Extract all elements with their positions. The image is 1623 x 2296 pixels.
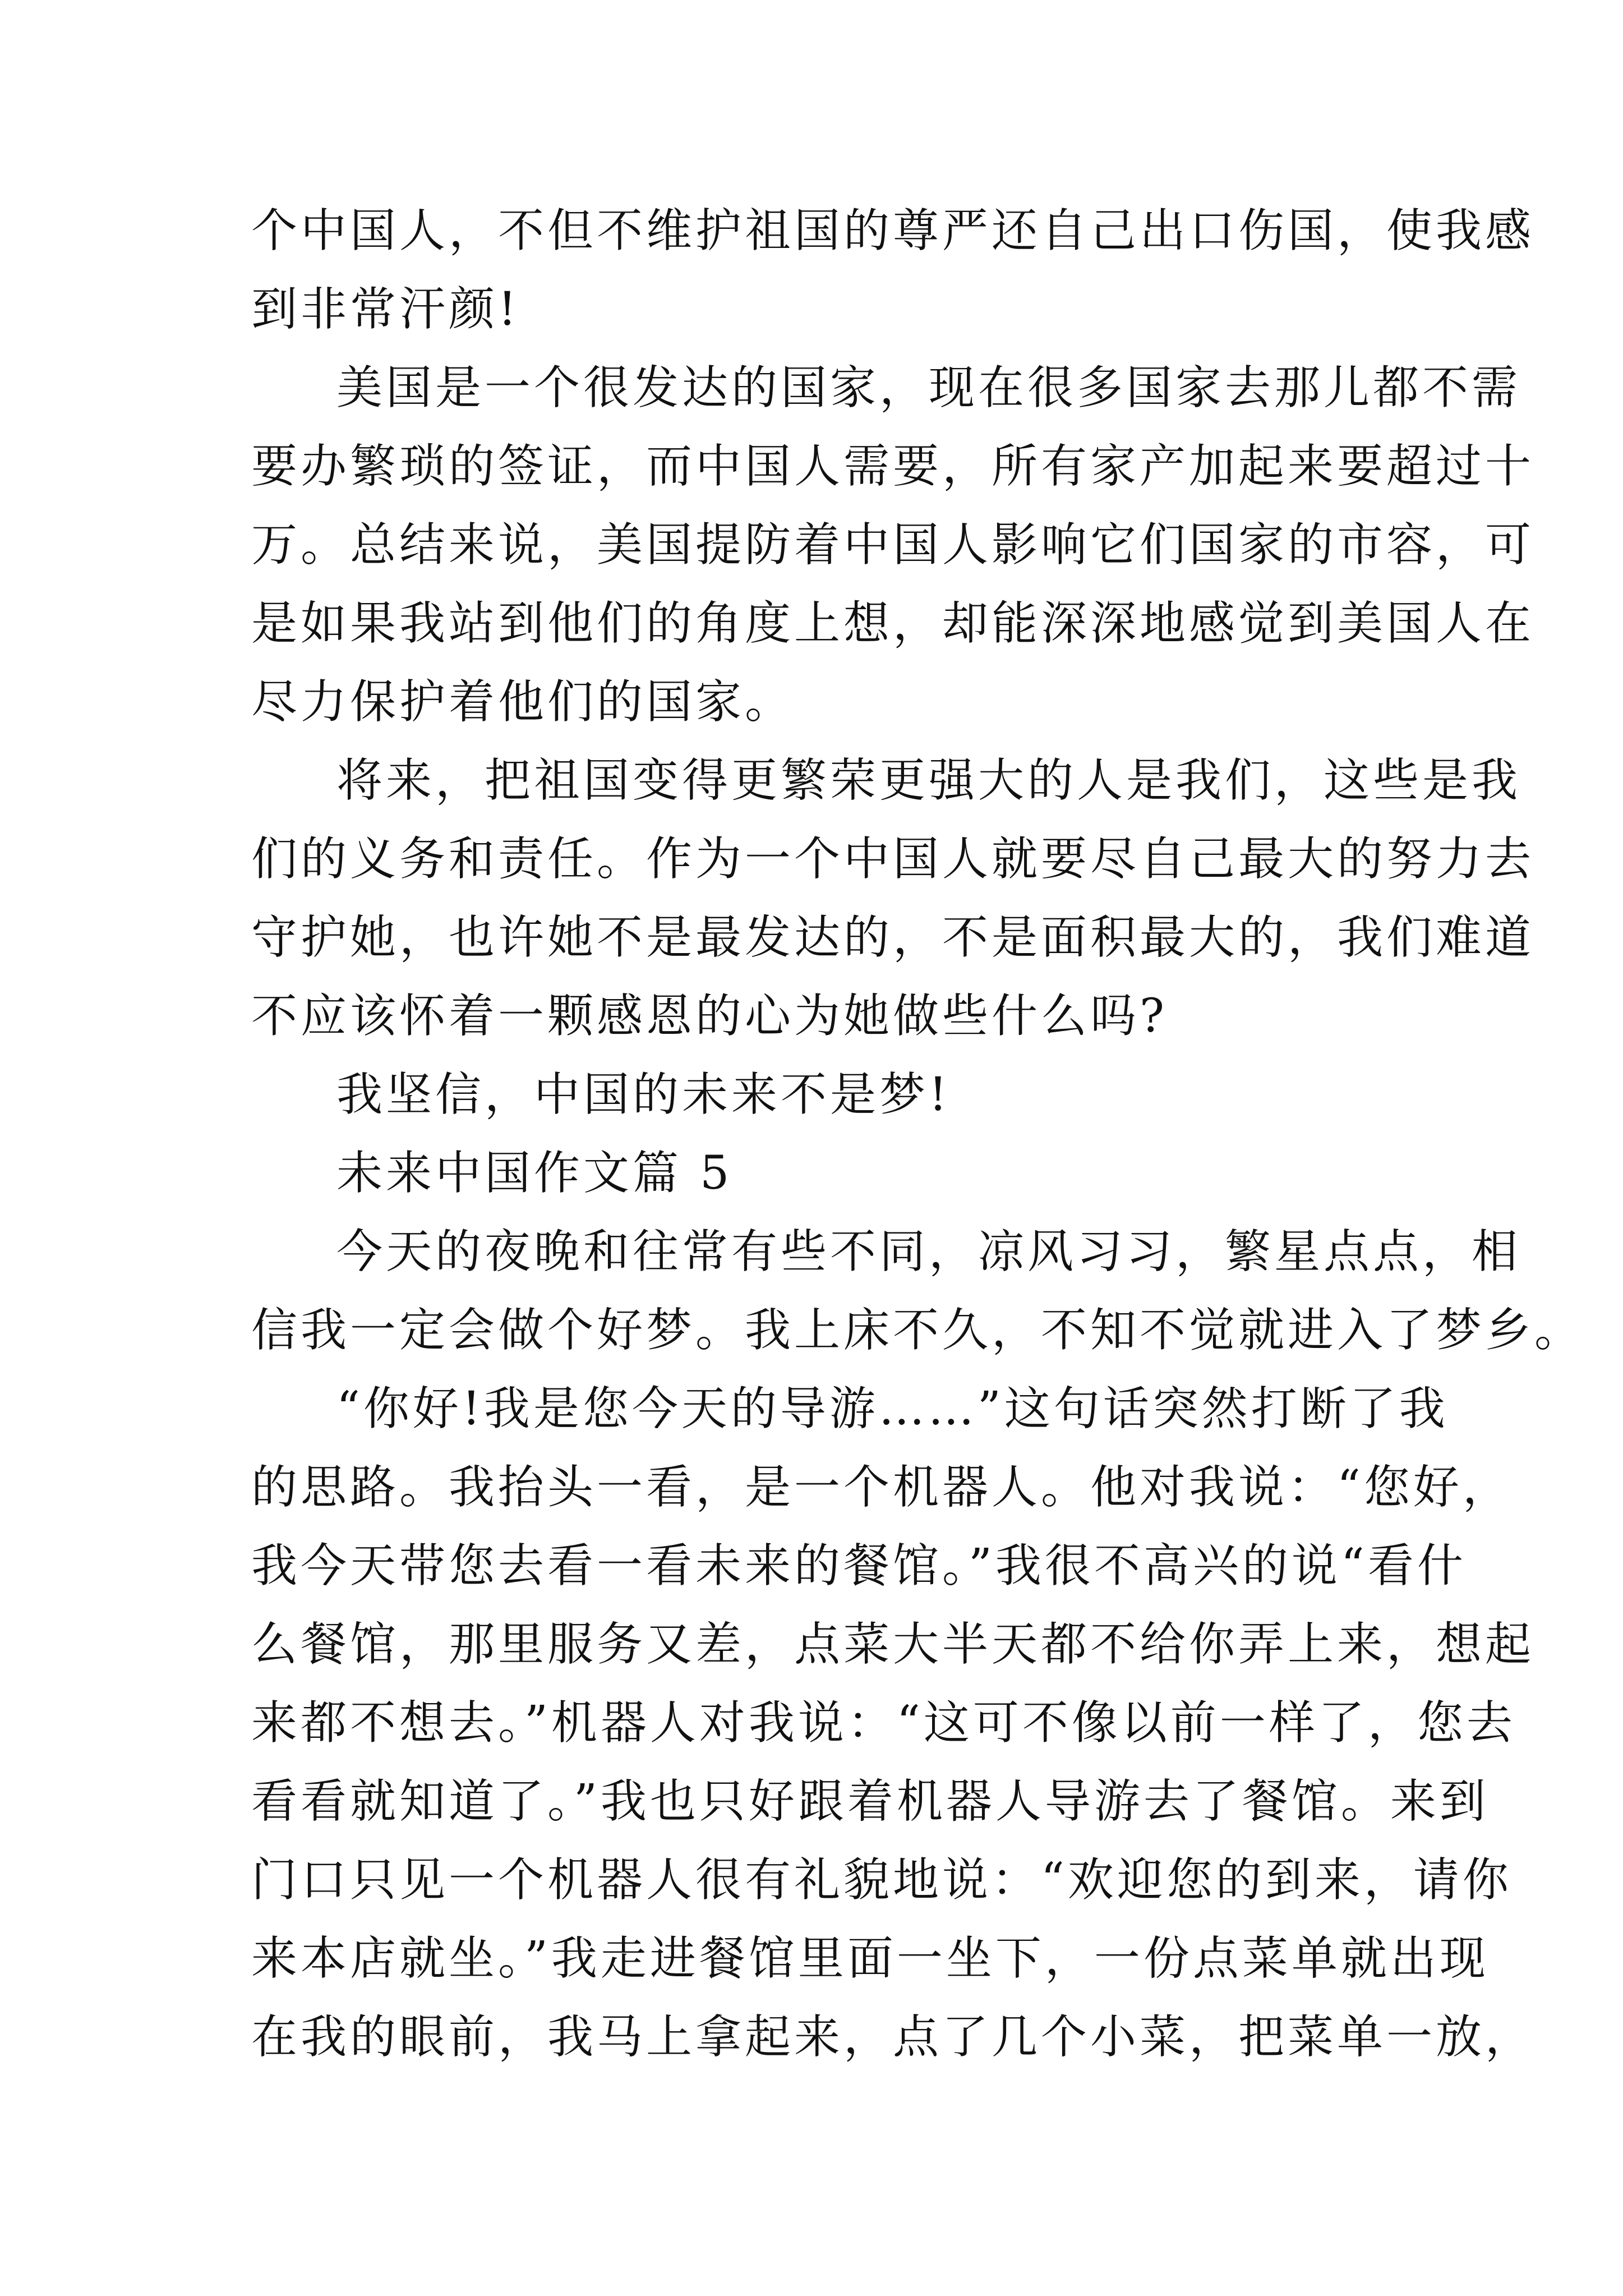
text-line: 来本店就坐。”我走进餐馆里面一坐下，一份点菜单就出现 [251,1932,1489,1985]
text-line: 要办繁琐的签证，而中国人需要，所有家产加起来要超过十 [251,440,1535,493]
text-line: 来都不想去。”机器人对我说：“这可不像以前一样了，您去 [251,1696,1516,1750]
paragraph-first-line: 美国是一个很发达的国家，现在很多国家去那儿都不需 [336,361,1521,415]
paragraph-first-line: 我坚信，中国的未来不是梦! [336,1068,951,1121]
text-line: 到非常汗颜! [251,283,520,336]
text-line: 信我一定会做个好梦。我上床不久，不知不觉就进入了梦乡。 [251,1304,1584,1357]
text-line: 守护她，也许她不是最发达的，不是面积最大的，我们难道 [251,911,1535,964]
text-line: 在我的眼前，我马上拿起来，点了几个小菜，把菜单一放， [251,2010,1535,2064]
text-line: 我今天带您去看一看未来的餐馆。”我很不高兴的说“看什 [251,1539,1467,1593]
text-line: 尽力保护着他们的国家。 [251,675,795,729]
body-text [251,192,1584,2077]
paragraph-first-line: 今天的夜晚和往常有些不同，凉风习习，繁星点点，相 [336,1225,1521,1278]
paragraph-first-line: “你好!我是您今天的导游……”这句话突然打断了我 [336,1382,1449,1435]
text-line: 的思路。我抬头一看，是一个机器人。他对我说：“您好， [251,1461,1512,1514]
text-line: 门口只见一个机器人很有礼貌地说：“欢迎您的到来，请你 [251,1853,1512,1907]
text-line: 个中国人，不但不维护祖国的尊严还自己出口伤国，使我感 [251,204,1535,257]
text-line: 们的义务和责任。作为一个中国人就要尽自己最大的努力去 [251,832,1535,886]
text-line: 万。总结来说，美国提防着中国人影响它们国家的市容，可 [251,518,1535,572]
text-line: 么餐馆，那里服务又差，点菜大半天都不给你弄上来，想起 [251,1618,1535,1671]
paragraph-first-line: 未来中国作文篇 5 [336,1147,733,1200]
text-line: 是如果我站到他们的角度上想，却能深深地感觉到美国人在 [251,597,1535,650]
paragraph-first-line: 将来，把祖国变得更繁荣更强大的人是我们，这些是我 [336,754,1521,807]
text-line: 看看就知道了。”我也只好跟着机器人导游去了餐馆。来到 [251,1775,1489,1828]
text-line: 不应该怀着一颗感恩的心为她做些什么吗? [251,990,1168,1043]
